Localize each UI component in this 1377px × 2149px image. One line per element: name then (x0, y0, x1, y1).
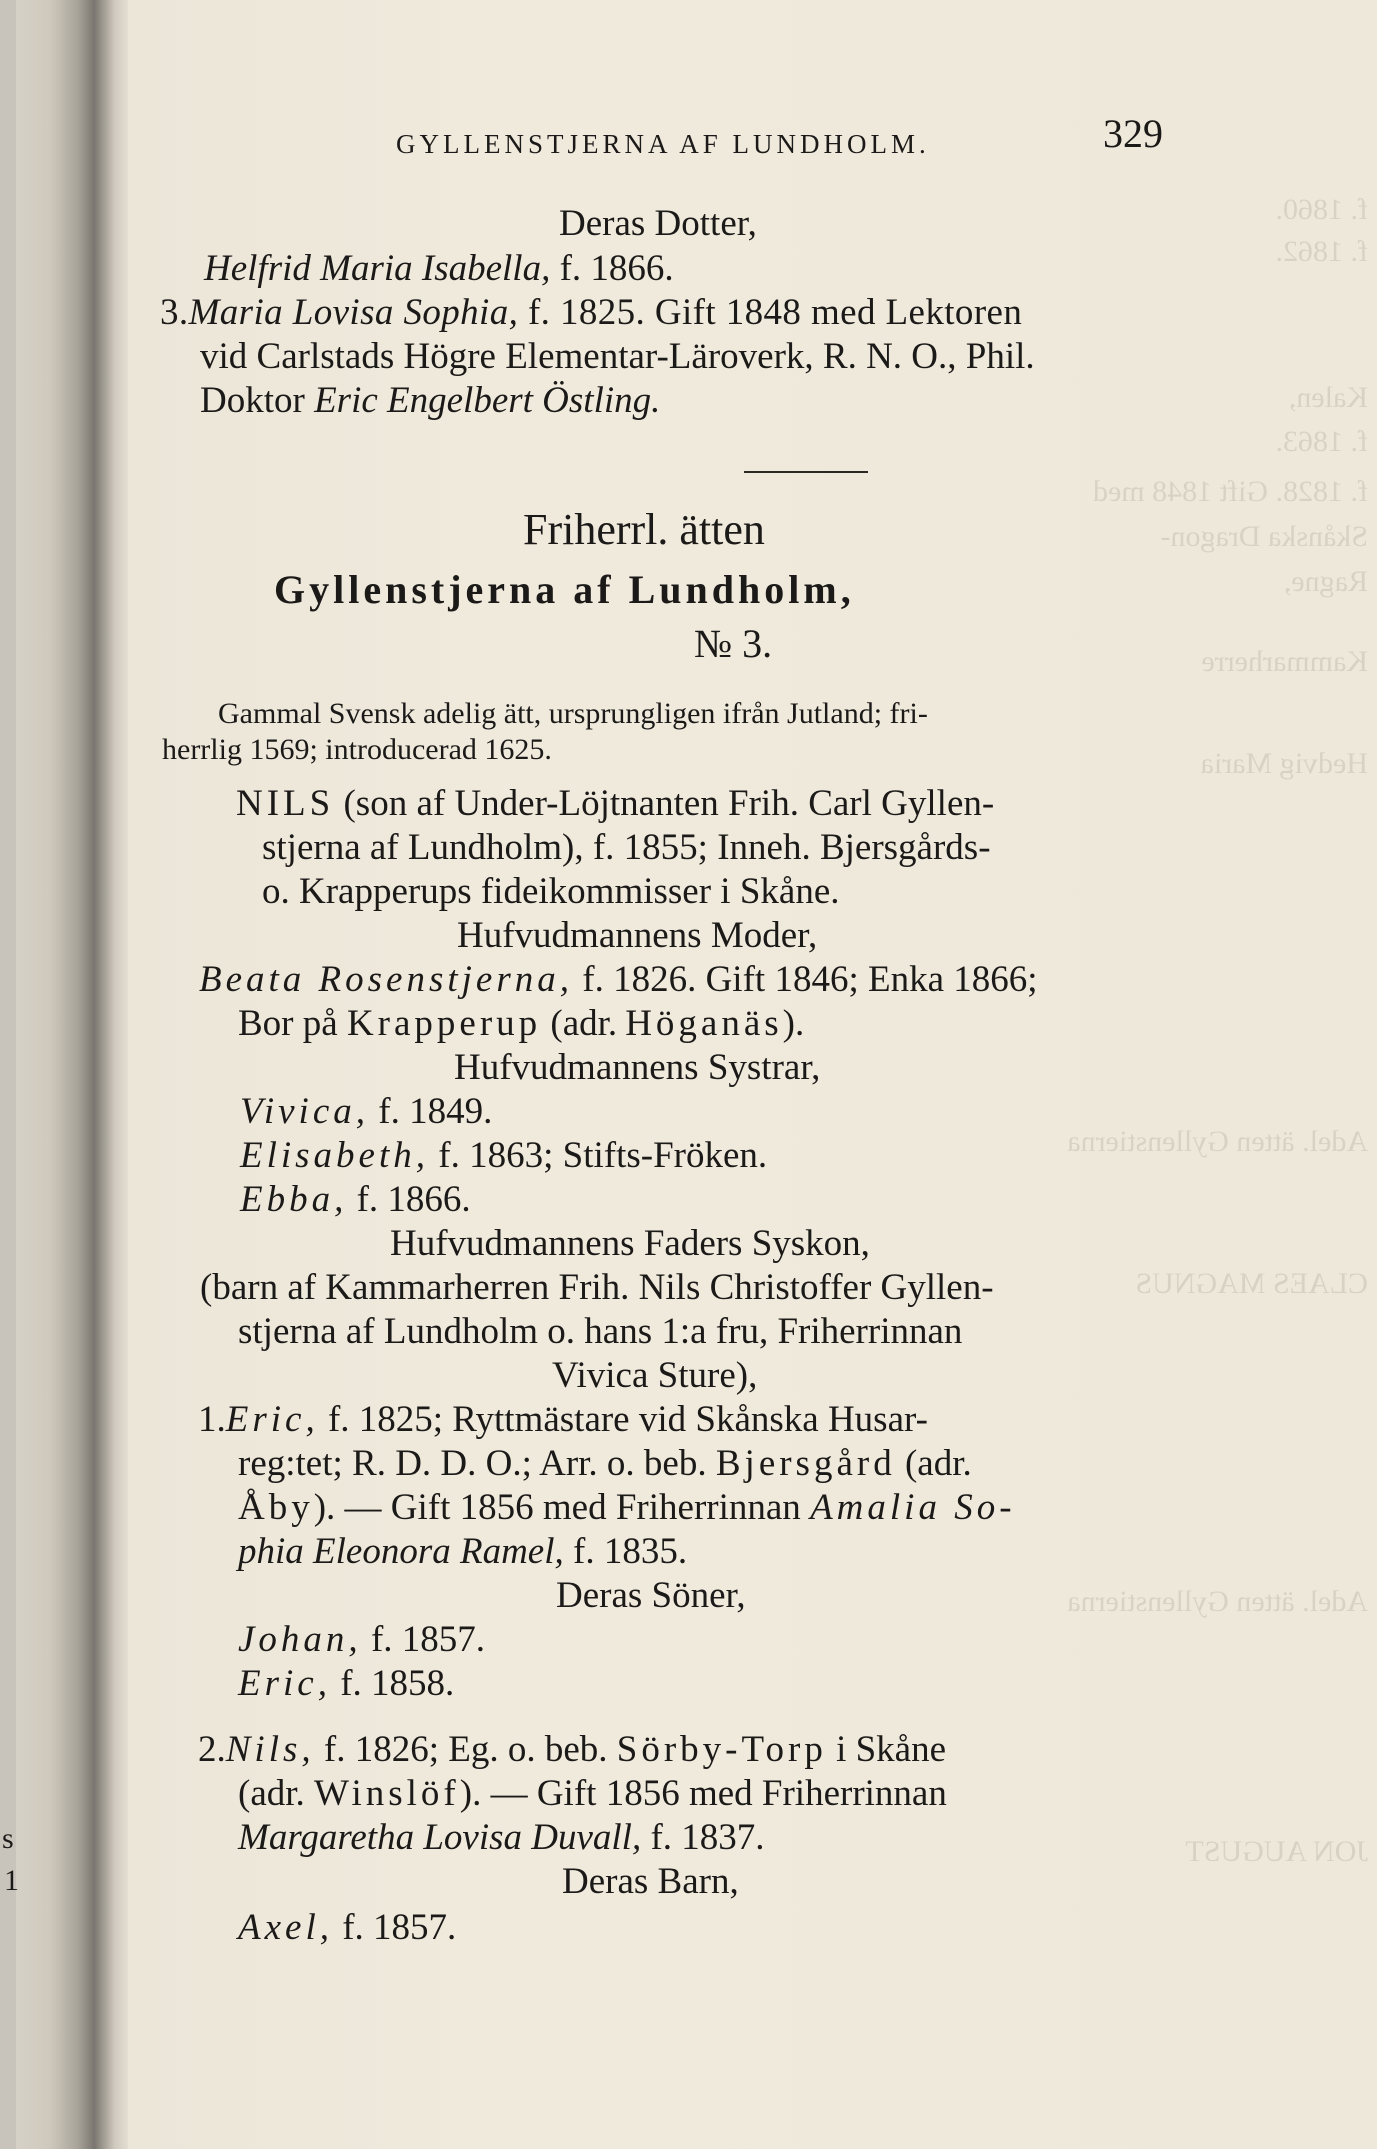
siblings-line1: (barn af Kammarherren Frih. Nils Christoffer Gyllen- (200, 1267, 994, 1308)
nils-line2: stjerna af Lundholm), f. 1855; Inneh. Bjersgårds- (262, 827, 991, 868)
section-divider (744, 471, 868, 473)
family-title: Friherrl. ätten (523, 505, 765, 554)
running-title: GYLLENSTJERNA AF LUNDHOLM. (396, 129, 930, 159)
item3-line3: Doktor Eric Engelbert Östling. (200, 380, 661, 421)
nils2-line1: 2.Nils, f. 1826; Eg. o. beb. Sörby-Torp i Skåne (198, 1729, 947, 1770)
margin-mark-s: s (2, 1822, 14, 1855)
family-intro-line1: Gammal Svensk adelig ätt, ursprungligen ifrån Jutland; fri- (218, 697, 928, 730)
mother-line2: Bor på Krapperup (adr. Höganäs). (238, 1003, 805, 1044)
sister-vivica: Vivica, f. 1849. (240, 1091, 493, 1132)
mother-entry: Beata Rosenstjerna, f. 1826. Gift 1846; Enka 1866; (199, 959, 1038, 1000)
family-number: № 3. (694, 621, 773, 666)
helfrid-entry: Helfrid Maria Isabella, f. 1866. (204, 248, 674, 289)
son-johan: Johan, f. 1857. (238, 1619, 486, 1660)
nils-line1: NILS (son af Under-Löjtnanten Frih. Carl Gyllen- (236, 783, 995, 824)
item3-line2: vid Carlstads Högre Elementar-Läroverk, R. N. O., Phil. (200, 336, 1035, 377)
mother-heading: Hufvudmannens Moder, (457, 915, 818, 956)
son-eric: Eric, f. 1858. (238, 1663, 455, 1704)
sons-heading: Deras Söner, (556, 1575, 746, 1616)
siblings-heading: Hufvudmannens Faders Syskon, (390, 1223, 870, 1264)
book-page (128, 0, 1377, 2149)
daughters-heading: Deras Dotter, (559, 203, 757, 244)
sister-ebba: Ebba, f. 1866. (240, 1179, 471, 1220)
family-intro-line2: herrlig 1569; introducerad 1625. (162, 733, 552, 766)
nils-line3: o. Krapperups fideikommisser i Skåne. (262, 871, 840, 912)
book-spine (16, 0, 128, 2149)
siblings-line2: stjerna af Lundholm o. hans 1:a fru, Friherrinnan (238, 1311, 963, 1352)
child-axel: Axel, f. 1857. (238, 1907, 457, 1948)
eric-line4: phia Eleonora Ramel, f. 1835. (238, 1531, 688, 1572)
nils2-wife: Margaretha Lovisa Duvall, f. 1837. (238, 1817, 765, 1858)
eric-line2: reg:tet; R. D. D. O.; Arr. o. beb. Bjersgård (adr. (238, 1443, 972, 1484)
eric-line1: 1.Eric, f. 1825; Ryttmästare vid Skånska Husar- (198, 1399, 928, 1440)
sister-elisabeth: Elisabeth, f. 1863; Stifts-Fröken. (240, 1135, 768, 1176)
child-heading: Deras Barn, (562, 1861, 739, 1902)
item3-entry: 3.Maria Lovisa Sophia, f. 1825. Gift 1848 med Lektoren (160, 292, 1023, 333)
show-through-text: f. 1860. f. 1862. Kalen, f. 1863. f. 1828. Gift 1848 med Skånska Dragon- Ragne, Kammarherre Hedvig Maria Adel. ätten Gyllenstierna CLAES MAGNUS Adel. ätten Gyllenstierna JON AUGUST (1067, 193, 1368, 1868)
siblings-line3: Vivica Sture), (552, 1355, 758, 1396)
page-number: 329 (1103, 111, 1163, 156)
sisters-heading: Hufvudmannens Systrar, (454, 1047, 821, 1088)
nils2-line2: (adr. Winslöf). — Gift 1856 med Friherrinnan (238, 1773, 947, 1814)
family-name: Gyllenstjerna af Lundholm, (274, 567, 855, 612)
eric-line3: Åby). — Gift 1856 med Friherrinnan Amalia So- (238, 1487, 1016, 1528)
margin-mark-1: 1 (4, 1864, 19, 1897)
